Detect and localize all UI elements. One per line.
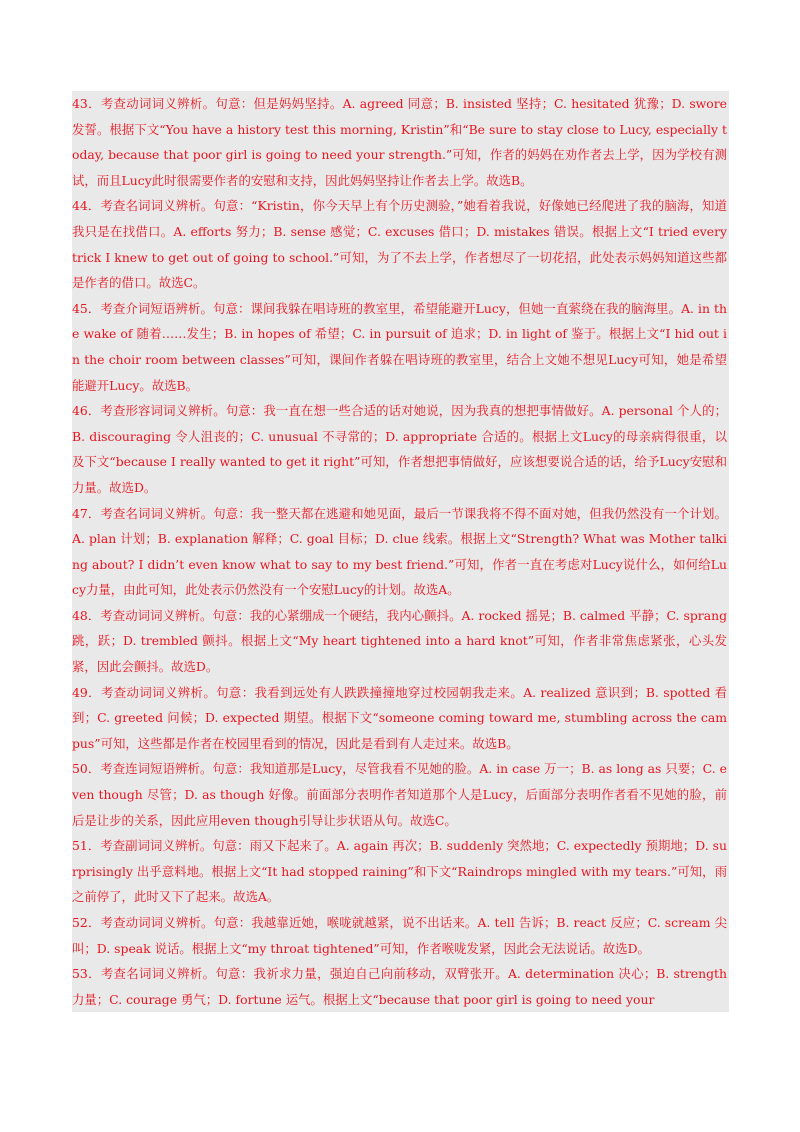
document-page (72, 91, 729, 1012)
answer-explanation-52: 52．考查动词词义辨析。句意：我越靠近她，喉咙就越紧，说不出话来。A. tell 告诉；B. react 反应；C. scream 尖叫；D. speak 说话。根据上文“my throat tightened”可知，作者喉咙发紧，因此会无法说话。故选D。 (72, 910, 729, 961)
answer-explanation-47: 47．考查名词词义辨析。句意：我一整天都在逃避和她见面，最后一节课我将不得不面对她，但我仍然没有一个计划。A. plan 计划；B. explanation 解释；C. goal 目标；D. clue 线索。根据上文“Strength? What was Mother talking about? I didn’t even know what to say to my best friend.”可知，作者一直在考虑对Lucy说什么，如何给Lucy力量，由此可知，此处表示仍然没有一个安慰Lucy的计划。故选A。 (72, 501, 729, 603)
answer-explanation-44: 44．考查名词词义辨析。句意：“Kristin，你今天早上有个历史测验，”她看着我说，好像她已经爬进了我的脑海，知道我只是在找借口。A. efforts 努力；B. sense 感觉；C. excuses 借口；D. mistakes 错误。根据上文“I tried every trick I knew to get out of going to school.”可知，为了不去上学，作者想尽了一切花招，此处表示妈妈知道这些都是作者的借口。故选C。 (72, 193, 729, 295)
answer-explanation-43: 43．考查动词词义辨析。句意：但是妈妈坚持。A. agreed 同意；B. insisted 坚持；C. hesitated 犹豫；D. swore 发誓。根据下文“You have a history test this morning, Kristin”和“Be sure to stay close to Lucy, especially today, because that poor girl is going to need your strength.”可知，作者的妈妈在劝作者去上学，因为学校有测试，而且Lucy此时很需要作者的安慰和支持，因此妈妈坚持让作者去上学。故选B。 (72, 91, 729, 193)
answer-explanation-46: 46．考查形容词词义辨析。句意：我一直在想一些合适的话对她说，因为我真的想把事情做好。A. personal 个人的；B. discouraging 令人沮丧的；C. unusual 不寻常的；D. appropriate 合适的。根据上文Lucy的母亲病得很重，以及下文“because I really wanted to get it right”可知，作者想把事情做好，应该想要说合适的话，给予Lucy安慰和力量。故选D。 (72, 398, 729, 500)
answer-explanation-50: 50．考查连词短语辨析。句意：我知道那是Lucy，尽管我看不见她的脸。A. in case 万一；B. as long as 只要；C. even though 尽管；D. as though 好像。前面部分表明作者知道那个人是Lucy，后面部分表明作者看不见她的脸，前后是让步的关系，因此应用even though引导让步状语从句。故选C。 (72, 756, 729, 833)
answer-explanation-51: 51．考查副词词义辨析。句意：雨又下起来了。A. again 再次；B. suddenly 突然地；C. expectedly 预期地；D. surprisingly 出乎意料地。根据上文“It had stopped raining”和下文“Raindrops mingled with my tears.”可知，雨之前停了，此时又下了起来。故选A。 (72, 833, 729, 910)
answer-explanation-53: 53．考查名词词义辨析。句意：我祈求力量，强迫自己向前移动，双臂张开。A. determination 决心；B. strength 力量；C. courage 勇气；D. fortune 运气。根据上文“because that poor girl is going to need your (72, 961, 729, 1012)
answer-explanation-49: 49．考查动词词义辨析。句意：我看到远处有人跌跌撞撞地穿过校园朝我走来。A. realized 意识到；B. spotted 看到；C. greeted 问候；D. expected 期望。根据下文“someone coming toward me, stumbling across the campus”可知，这些都是作者在校园里看到的情况，因此是看到有人走过来。故选B。 (72, 680, 729, 757)
answer-explanation-45: 45．考查介词短语辨析。句意：课间我躲在唱诗班的教室里，希望能避开Lucy，但她一直萦绕在我的脑海里。A. in the wake of 随着……发生；B. in hopes of 希望；C. in pursuit of 追求；D. in light of 鉴于。根据上文“I hid out in the choir room between classes”可知，课间作者躲在唱诗班的教室里，结合上文她不想见Lucy可知，她是希望能避开Lucy。故选B。 (72, 296, 729, 398)
answer-explanation-48: 48．考查动词词义辨析。句意：我的心紧绷成一个硬结，我内心颤抖。A. rocked 摇晃；B. calmed 平静；C. sprang 跳，跃；D. trembled 颤抖。根据上文“My heart tightened into a hard knot”可知，作者非常焦虑紧张，心头发紧，因此会颤抖。故选D。 (72, 603, 729, 680)
